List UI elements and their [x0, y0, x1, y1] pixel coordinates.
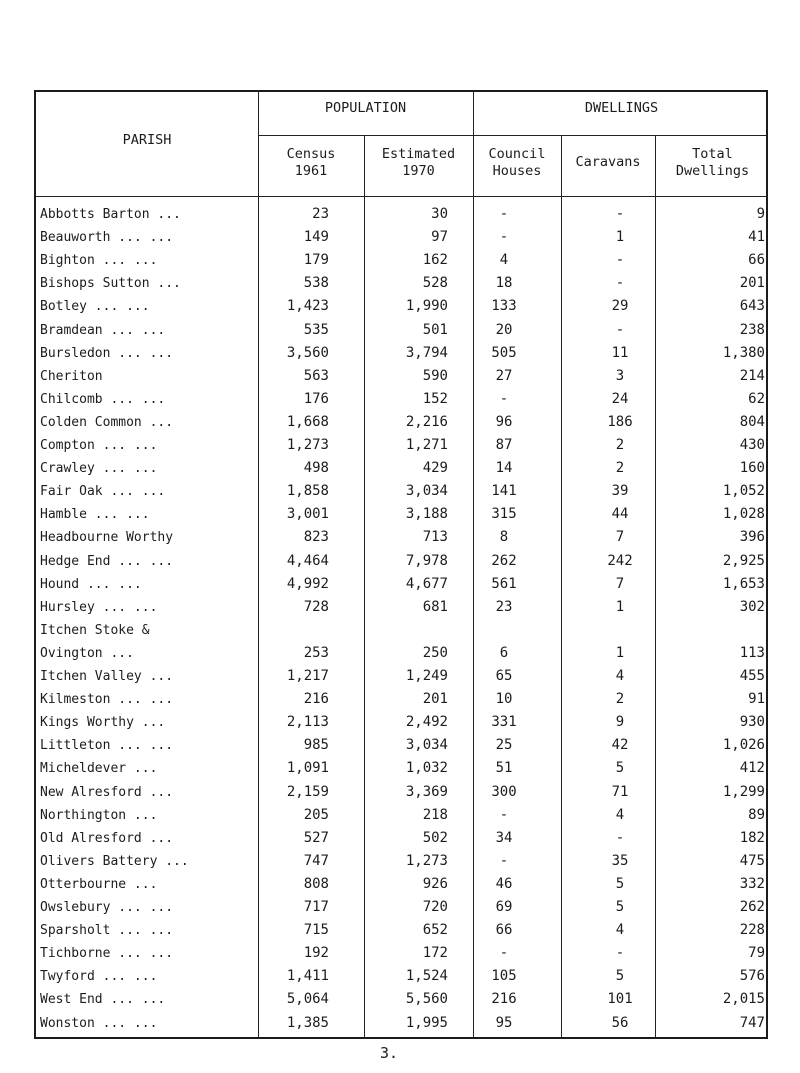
subheader-rule — [258, 135, 766, 136]
caravans-cell: 35 — [611, 852, 629, 869]
parish-cell: Bighton ... ... — [40, 253, 158, 269]
caravans-cell: 5 — [615, 875, 625, 892]
table-row — [36, 226, 770, 249]
council-houses-cell: 300 — [491, 783, 517, 800]
census-cell: 1,858 — [286, 483, 329, 500]
total-dwellings-cell: 113 — [739, 644, 765, 661]
table-row — [36, 781, 770, 804]
parish-cell: Hursley ... ... — [40, 599, 158, 615]
parish-cell: Crawley ... ... — [40, 461, 158, 477]
total-dwellings-cell: 1,380 — [722, 344, 765, 361]
header-census — [258, 146, 364, 180]
estimated-cell: 590 — [422, 367, 448, 384]
council-houses-cell: 8 — [499, 529, 509, 546]
council-houses-cell: 133 — [491, 298, 517, 315]
parish-cell: West End ... ... — [40, 992, 166, 1008]
header-dwellings: DWELLINGS — [584, 100, 659, 116]
total-dwellings-cell: 91 — [748, 691, 765, 708]
parish-cell: New Alresford ... — [40, 784, 174, 800]
header-census-line2: 1961 — [294, 163, 328, 179]
council-houses-cell: 216 — [491, 991, 517, 1008]
estimated-cell: 926 — [422, 875, 448, 892]
parish-cell: Kings Worthy ... — [40, 715, 166, 731]
table-row — [36, 342, 770, 365]
parish-cell: Botley ... ... — [40, 299, 150, 315]
census-cell: 498 — [303, 460, 329, 477]
total-dwellings-cell: 747 — [739, 1014, 765, 1031]
census-cell: 715 — [303, 922, 329, 939]
total-dwellings-cell: 332 — [739, 875, 765, 892]
council-houses-cell: 87 — [495, 437, 513, 453]
header-council-line1: Council — [488, 146, 546, 162]
caravans-cell: 56 — [611, 1014, 629, 1031]
parish-cell: Littleton ... ... — [40, 738, 174, 754]
caravans-cell: 7 — [615, 529, 625, 546]
table-row — [36, 388, 770, 411]
header-total-line1: Total — [692, 146, 733, 162]
census-cell: 1,217 — [286, 668, 329, 684]
total-dwellings-cell: 182 — [739, 829, 765, 846]
estimated-cell: 720 — [422, 899, 448, 915]
total-dwellings-cell: 455 — [739, 668, 765, 684]
council-houses-cell: - — [499, 229, 509, 246]
council-houses-cell: - — [499, 945, 509, 962]
estimated-cell: 3,188 — [405, 506, 448, 523]
caravans-cell: 5 — [615, 968, 625, 985]
estimated-cell: 3,794 — [405, 344, 448, 361]
total-dwellings-cell: 302 — [739, 598, 765, 615]
table-row — [36, 319, 770, 342]
caravans-cell: 1 — [615, 598, 625, 615]
caravans-cell: - — [615, 945, 625, 962]
council-houses-cell: 95 — [495, 1014, 513, 1031]
parish-cell: Bishops Sutton ... — [40, 276, 181, 292]
estimated-cell: 501 — [422, 321, 448, 338]
census-cell: 1,423 — [286, 298, 329, 315]
census-cell: 747 — [303, 852, 329, 869]
caravans-cell: 4 — [615, 922, 625, 939]
caravans-cell: - — [615, 275, 625, 292]
council-houses-cell: 315 — [491, 506, 517, 523]
total-dwellings-cell: 79 — [748, 945, 765, 962]
census-cell: 216 — [303, 691, 329, 708]
council-houses-cell: 4 — [499, 252, 509, 269]
caravans-cell: 5 — [615, 760, 625, 777]
parish-cell: Cheriton — [40, 368, 103, 384]
table-row — [36, 295, 770, 318]
table-row — [36, 619, 770, 642]
estimated-cell: 1,032 — [405, 760, 448, 777]
estimated-cell: 1,990 — [405, 298, 448, 315]
table-row — [36, 757, 770, 780]
parish-cell: Tichborne ... ... — [40, 946, 174, 962]
table-row — [36, 896, 770, 919]
estimated-cell: 5,560 — [405, 991, 448, 1008]
header-total-line2: Dwellings — [675, 163, 750, 179]
parish-cell: Chilcomb ... ... — [40, 391, 166, 407]
census-cell: 23 — [312, 206, 329, 222]
table-row — [36, 434, 770, 457]
council-houses-cell: 96 — [495, 413, 513, 430]
estimated-cell: 2,216 — [405, 413, 448, 430]
census-cell: 253 — [303, 644, 329, 661]
table-row — [36, 688, 770, 711]
total-dwellings-cell: 430 — [739, 437, 765, 453]
census-cell: 1,385 — [286, 1014, 329, 1031]
table-row — [36, 665, 770, 688]
estimated-cell: 250 — [422, 644, 448, 661]
parish-cell: Abbotts Barton ... — [40, 207, 181, 222]
estimated-cell: 152 — [422, 390, 448, 407]
total-dwellings-cell: 930 — [739, 714, 765, 731]
table-row — [36, 850, 770, 873]
estimated-cell: 528 — [422, 275, 448, 292]
census-cell: 2,113 — [286, 714, 329, 731]
council-houses-cell: 51 — [495, 760, 513, 777]
table-row — [36, 596, 770, 619]
caravans-cell: 186 — [607, 413, 633, 430]
census-cell: 176 — [303, 390, 329, 407]
header-caravans: Caravans — [575, 154, 641, 170]
caravans-cell: 24 — [611, 390, 629, 407]
header-council — [473, 146, 561, 180]
total-dwellings-cell: 228 — [739, 922, 765, 939]
census-cell: 1,411 — [286, 968, 329, 985]
estimated-cell: 30 — [431, 206, 448, 222]
census-cell: 3,560 — [286, 344, 329, 361]
council-houses-cell: 262 — [491, 552, 517, 569]
census-cell: 179 — [303, 252, 329, 269]
census-cell: 1,273 — [286, 437, 329, 453]
census-cell: 2,159 — [286, 783, 329, 800]
parish-cell: Sparsholt ... ... — [40, 923, 174, 939]
census-cell: 3,001 — [286, 506, 329, 523]
caravans-cell: - — [615, 829, 625, 846]
council-houses-cell: 25 — [495, 737, 513, 754]
caravans-cell: 2 — [615, 437, 625, 453]
header-estimated-line1: Estimated — [381, 146, 456, 162]
caravans-cell: 29 — [611, 298, 629, 315]
table-row — [36, 249, 770, 272]
table-row — [36, 965, 770, 988]
council-houses-cell: 20 — [495, 321, 513, 338]
caravans-cell: 9 — [615, 714, 625, 731]
table-row — [36, 804, 770, 827]
council-houses-cell: 14 — [495, 460, 513, 477]
estimated-cell: 1,249 — [405, 668, 448, 684]
total-dwellings-cell: 804 — [739, 413, 765, 430]
parish-cell: Itchen Stoke & — [40, 622, 150, 638]
total-dwellings-cell: 66 — [748, 252, 765, 269]
header-population: POPULATION — [324, 100, 407, 116]
table-row — [36, 942, 770, 965]
total-dwellings-cell: 576 — [739, 968, 765, 985]
total-dwellings-cell: 89 — [748, 806, 765, 823]
total-dwellings-cell: 9 — [756, 206, 765, 222]
parish-cell: Hound ... ... — [40, 576, 142, 592]
total-dwellings-cell: 262 — [739, 899, 765, 915]
total-dwellings-cell: 62 — [748, 390, 765, 407]
table-row — [36, 272, 770, 295]
table-row — [36, 573, 770, 596]
total-dwellings-cell: 201 — [739, 275, 765, 292]
census-cell: 4,464 — [286, 552, 329, 569]
census-cell: 4,992 — [286, 575, 329, 592]
census-cell: 728 — [303, 598, 329, 615]
council-houses-cell: 331 — [491, 714, 517, 731]
estimated-cell: 7,978 — [405, 552, 448, 569]
parish-cell: Olivers Battery ... — [40, 853, 189, 869]
caravans-cell: 4 — [615, 806, 625, 823]
table-row — [36, 734, 770, 757]
parish-cell: Hamble ... ... — [40, 507, 150, 523]
council-houses-cell: - — [499, 206, 509, 222]
table-row — [36, 457, 770, 480]
total-dwellings-cell: 1,299 — [722, 783, 765, 800]
estimated-cell: 162 — [422, 252, 448, 269]
census-cell: 538 — [303, 275, 329, 292]
caravans-cell: 3 — [615, 367, 625, 384]
caravans-cell: 5 — [615, 899, 625, 915]
parish-cell: Kilmeston ... ... — [40, 692, 174, 708]
council-houses-cell: 561 — [491, 575, 517, 592]
census-cell: 808 — [303, 875, 329, 892]
parish-cell: Twyford ... ... — [40, 969, 158, 985]
estimated-cell: 652 — [422, 922, 448, 939]
caravans-cell: 11 — [611, 344, 629, 361]
estimated-cell: 1,524 — [405, 968, 448, 985]
census-cell: 563 — [303, 367, 329, 384]
council-houses-cell: 66 — [495, 922, 513, 939]
table-row — [36, 365, 770, 388]
estimated-cell: 218 — [422, 806, 448, 823]
header-total — [655, 146, 770, 180]
estimated-cell: 2,492 — [405, 714, 448, 731]
council-houses-cell: 505 — [491, 344, 517, 361]
caravans-cell: 2 — [615, 691, 625, 708]
table-row — [36, 550, 770, 573]
total-dwellings-cell: 1,026 — [722, 737, 765, 754]
caravans-cell: 101 — [607, 991, 633, 1008]
total-dwellings-cell: 396 — [739, 529, 765, 546]
census-cell: 205 — [303, 806, 329, 823]
council-houses-cell: - — [499, 390, 509, 407]
caravans-cell: 7 — [615, 575, 625, 592]
parish-cell: Wonston ... ... — [40, 1015, 158, 1031]
table-row — [36, 642, 770, 665]
estimated-cell: 97 — [431, 229, 448, 246]
estimated-cell: 4,677 — [405, 575, 448, 592]
total-dwellings-cell: 2,015 — [722, 991, 765, 1008]
census-cell: 149 — [303, 229, 329, 246]
total-dwellings-cell: 1,052 — [722, 483, 765, 500]
parish-cell: Northington ... — [40, 807, 158, 823]
table-row — [36, 411, 770, 434]
table-row — [36, 203, 770, 226]
caravans-cell: 2 — [615, 460, 625, 477]
parish-cell: Bramdean ... ... — [40, 322, 166, 338]
estimated-cell: 3,034 — [405, 483, 448, 500]
census-cell: 192 — [303, 945, 329, 962]
table-row — [36, 526, 770, 549]
parish-cell: Headbourne Worthy — [40, 530, 174, 546]
census-cell: 985 — [303, 737, 329, 754]
census-cell: 5,064 — [286, 991, 329, 1008]
header-census-line1: Census — [286, 146, 336, 162]
council-houses-cell: 27 — [495, 367, 513, 384]
council-houses-cell: 105 — [491, 968, 517, 985]
parish-cell: Beauworth ... ... — [40, 230, 174, 246]
table-row — [36, 988, 770, 1011]
parish-cell: Compton ... ... — [40, 438, 158, 453]
table-row — [36, 919, 770, 942]
table-row — [36, 503, 770, 526]
council-houses-cell: 23 — [495, 598, 513, 615]
caravans-cell: - — [615, 206, 625, 222]
parish-cell: Micheldever ... — [40, 761, 158, 777]
council-houses-cell: 46 — [495, 875, 513, 892]
estimated-cell: 1,271 — [405, 437, 448, 453]
parish-cell: Itchen Valley ... — [40, 669, 174, 684]
table-row — [36, 480, 770, 503]
table-row — [36, 827, 770, 850]
estimated-cell: 3,034 — [405, 737, 448, 754]
parish-cell: Ovington ... — [40, 645, 134, 661]
council-houses-cell: 6 — [499, 644, 509, 661]
parish-cell: Otterbourne ... — [40, 876, 158, 892]
parish-table — [34, 90, 768, 1039]
total-dwellings-cell: 412 — [739, 760, 765, 777]
parish-cell: Old Alresford ... — [40, 830, 174, 846]
header-council-line2: Houses — [492, 163, 542, 179]
estimated-cell: 201 — [422, 691, 448, 708]
total-dwellings-cell: 643 — [739, 298, 765, 315]
caravans-cell: 242 — [607, 552, 633, 569]
council-houses-cell: - — [499, 806, 509, 823]
parish-cell: Colden Common ... — [40, 414, 174, 430]
census-cell: 527 — [303, 829, 329, 846]
caravans-cell: 44 — [611, 506, 629, 523]
table-row — [36, 711, 770, 734]
caravans-cell: 4 — [615, 668, 625, 684]
page-number: 3. — [380, 1044, 399, 1062]
header-parish: PARISH — [122, 132, 172, 148]
parish-cell: Bursledon ... ... — [40, 345, 174, 361]
total-dwellings-cell: 214 — [739, 367, 765, 384]
estimated-cell: 681 — [422, 598, 448, 615]
caravans-cell: 71 — [611, 783, 629, 800]
estimated-cell: 429 — [422, 460, 448, 477]
caravans-cell: - — [615, 321, 625, 338]
council-houses-cell: 34 — [495, 829, 513, 846]
caravans-cell: 1 — [615, 229, 625, 246]
census-cell: 1,668 — [286, 413, 329, 430]
caravans-cell: 42 — [611, 737, 629, 754]
council-houses-cell: 141 — [491, 483, 517, 500]
total-dwellings-cell: 1,028 — [722, 506, 765, 523]
caravans-cell: - — [615, 252, 625, 269]
parish-cell: Fair Oak ... ... — [40, 484, 166, 500]
table-row — [36, 1012, 770, 1035]
council-houses-cell: 18 — [495, 275, 513, 292]
header-estimated-line2: 1970 — [402, 163, 435, 179]
estimated-cell: 172 — [422, 945, 448, 962]
census-cell: 823 — [303, 529, 329, 546]
total-dwellings-cell: 41 — [748, 229, 765, 246]
total-dwellings-cell: 475 — [739, 852, 765, 869]
council-houses-cell: 65 — [495, 668, 513, 684]
header-rule — [36, 196, 766, 197]
parish-cell: Owslebury ... ... — [40, 900, 174, 915]
estimated-cell: 1,995 — [405, 1014, 448, 1031]
estimated-cell: 1,273 — [405, 852, 448, 869]
caravans-cell: 39 — [611, 483, 629, 500]
council-houses-cell: 10 — [495, 691, 513, 708]
estimated-cell: 502 — [422, 829, 448, 846]
parish-cell: Hedge End ... ... — [40, 553, 174, 569]
total-dwellings-cell: 160 — [739, 460, 765, 477]
header-estimated — [364, 146, 473, 180]
estimated-cell: 3,369 — [405, 783, 448, 800]
estimated-cell: 713 — [422, 529, 448, 546]
census-cell: 535 — [303, 321, 329, 338]
census-cell: 717 — [303, 899, 329, 915]
total-dwellings-cell: 238 — [739, 321, 765, 338]
caravans-cell: 1 — [615, 644, 625, 661]
council-houses-cell: - — [499, 852, 509, 869]
council-houses-cell: 69 — [495, 899, 513, 915]
total-dwellings-cell: 1,653 — [722, 575, 765, 592]
total-dwellings-cell: 2,925 — [722, 552, 765, 569]
table-row — [36, 873, 770, 896]
census-cell: 1,091 — [286, 760, 329, 777]
